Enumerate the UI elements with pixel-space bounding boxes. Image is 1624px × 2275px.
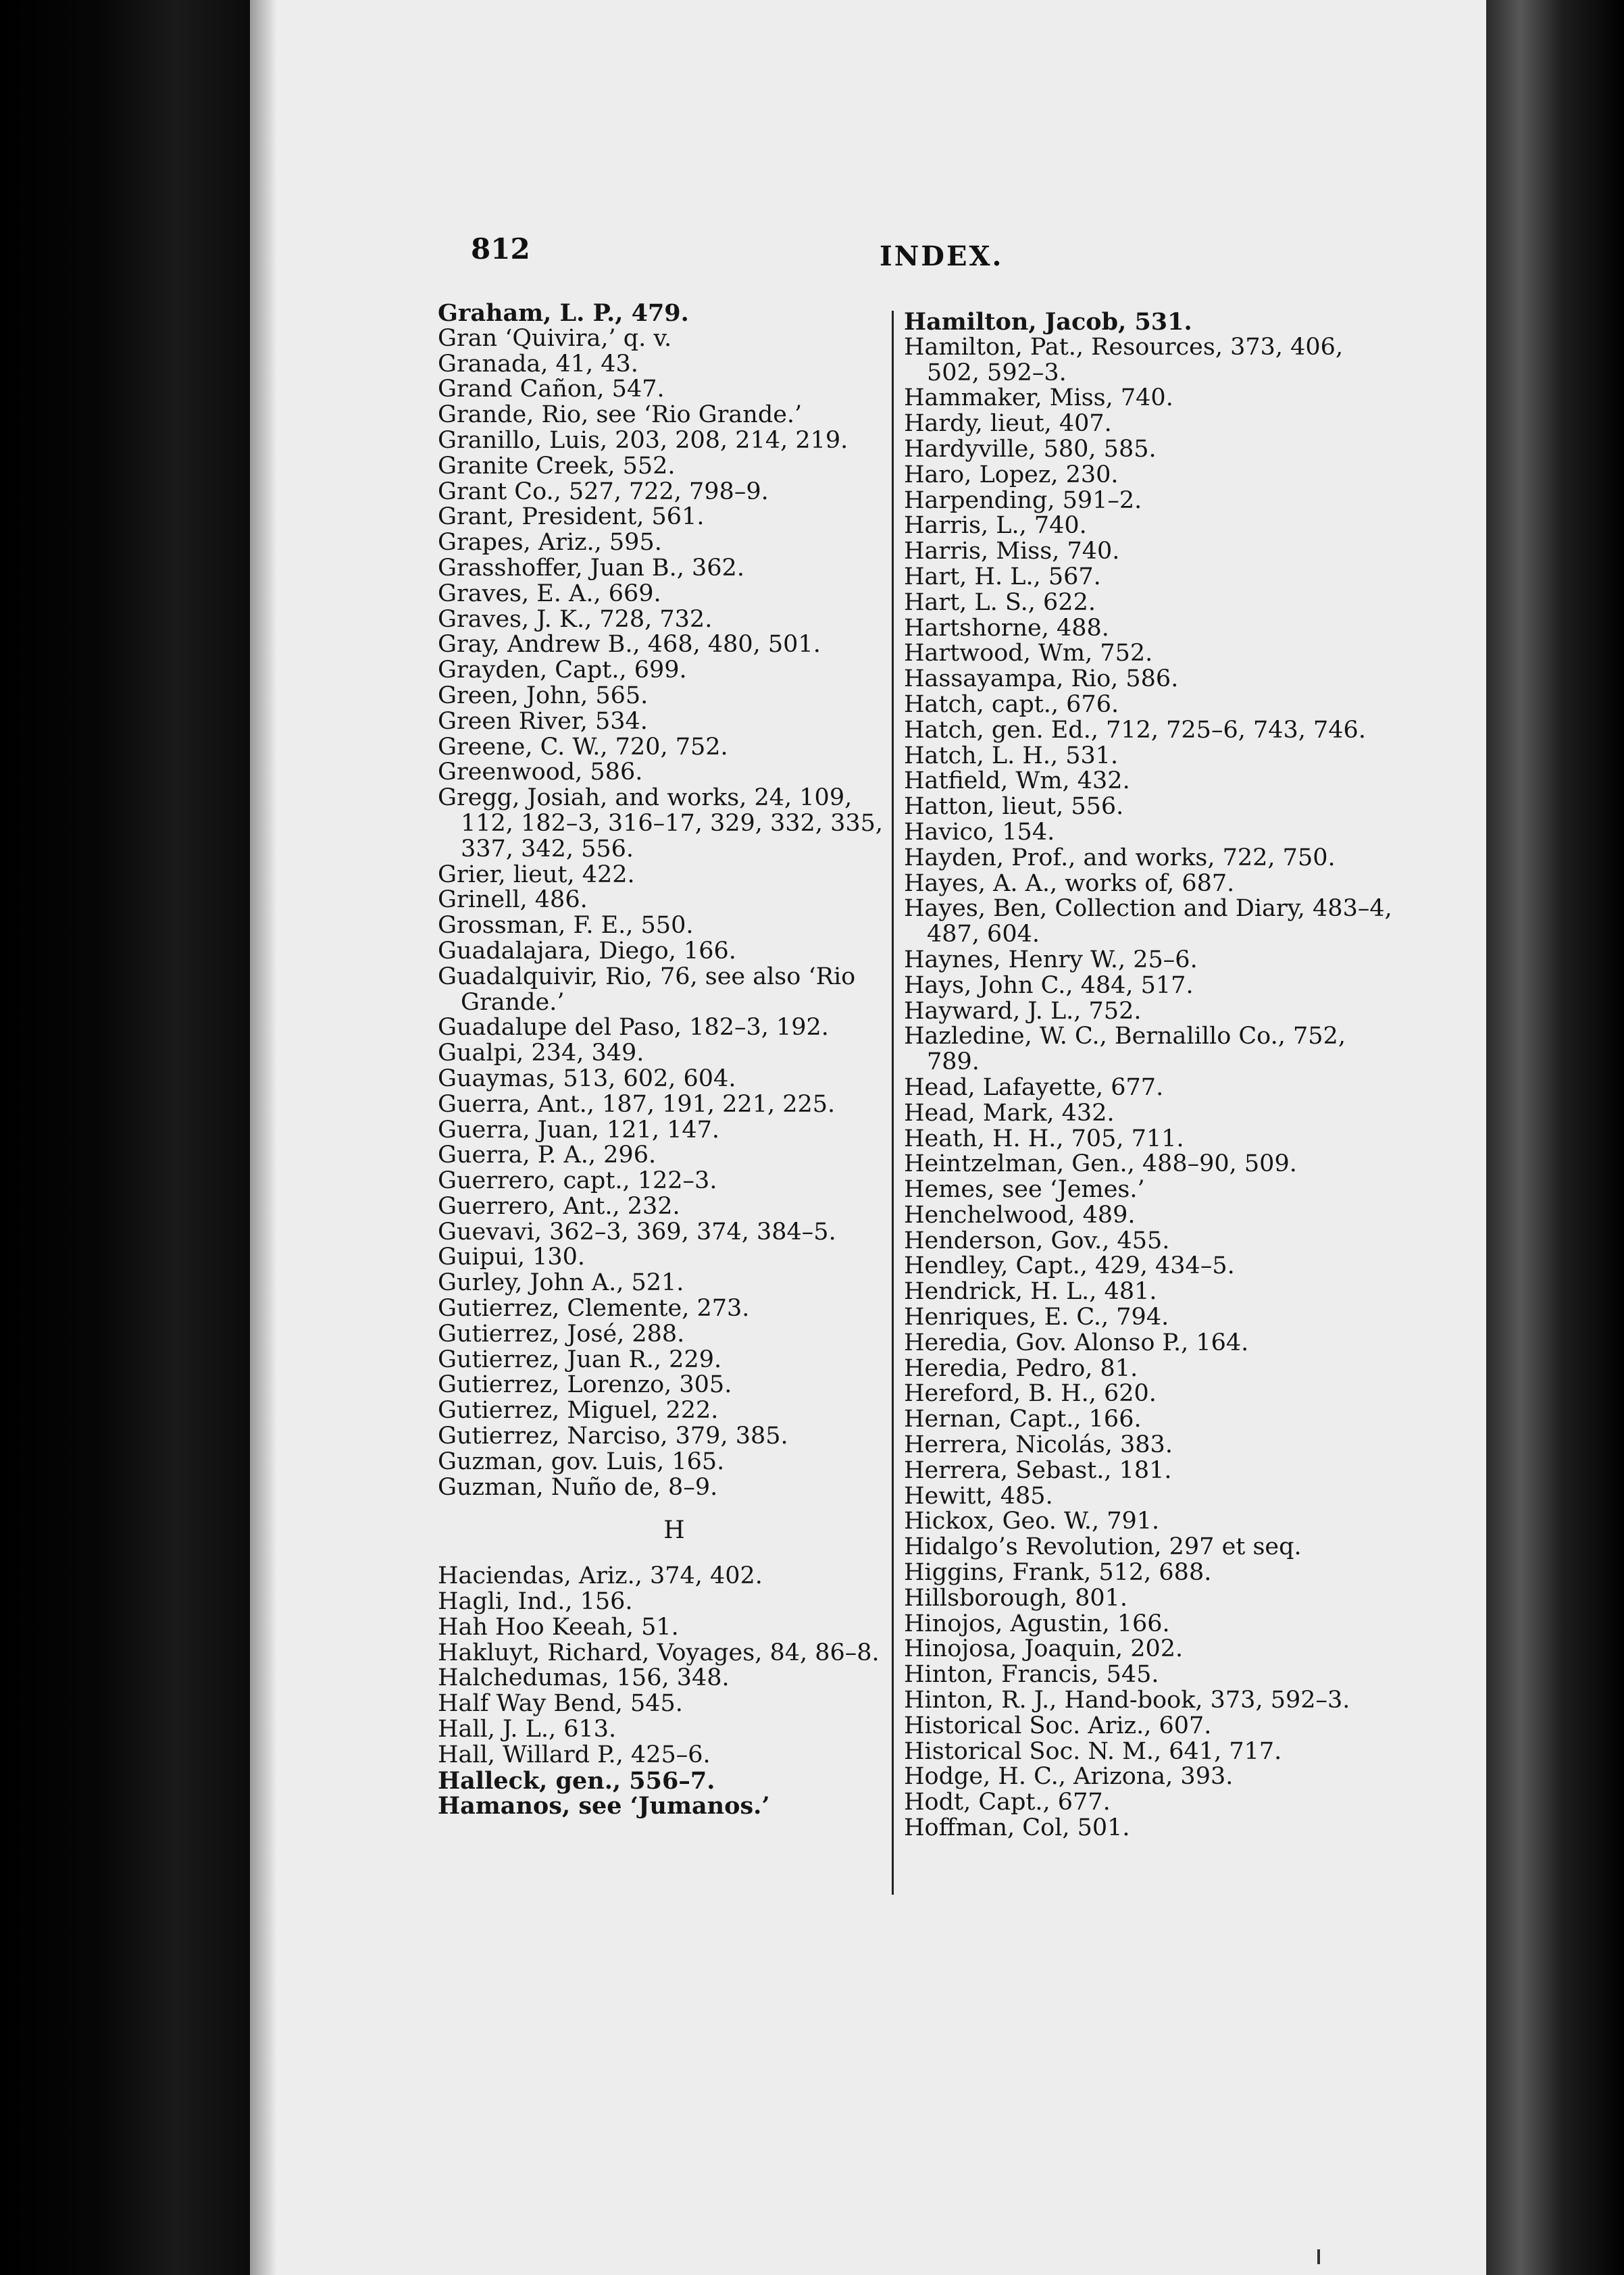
index-entry: Haro, Lopez, 230. (904, 461, 1119, 488)
index-entry: Grayden, Capt., 699. (438, 657, 687, 684)
index-entry: Hayes, Ben, Collection and Diary, 483–4, 487, 604. (904, 895, 1392, 948)
index-entry: Grant, President, 561. (438, 503, 705, 531)
index-entry: Grand Cañon, 547. (438, 376, 665, 403)
index-entry: Gualpi, 234, 349. (438, 1040, 644, 1067)
index-entry: Herrera, Nicolás, 383. (904, 1431, 1173, 1459)
index-entry: Hall, Willard P., 425–6. (438, 1741, 711, 1768)
page-gutter-shadow (250, 0, 277, 2275)
index-entry: Gran ‘Quivira,’ q. v. (438, 324, 672, 352)
index-entry: Hassayampa, Rio, 586. (904, 665, 1179, 693)
index-entry: Gutierrez, Miguel, 222. (438, 1397, 719, 1425)
index-entry: Haciendas, Ariz., 374, 402. (438, 1562, 763, 1590)
index-entry: Grande, Rio, see ‘Rio Grande.’ (438, 401, 803, 429)
index-entry: Historical Soc. Ariz., 607. (904, 1712, 1212, 1739)
index-entry: Greenwood, 586. (438, 759, 643, 786)
index-entry: Gregg, Josiah, and works, 24, 109, 112, 182–3, 316–17, 329, 332, 335, 337, 342, 556. (438, 784, 884, 863)
index-entry: Granillo, Luis, 203, 208, 214, 219. (438, 426, 848, 454)
index-entry: Gutierrez, Lorenzo, 305. (438, 1371, 732, 1399)
index-entry: Green, John, 565. (438, 682, 649, 709)
index-entry: Heath, H. H., 705, 711. (904, 1125, 1184, 1152)
index-entry: Guadalajara, Diego, 166. (438, 937, 736, 965)
index-entry: Hickox, Geo. W., 791. (904, 1508, 1160, 1535)
index-entry: Graves, J. K., 728, 732. (438, 605, 713, 633)
index-entry: Hardy, lieut, 407. (904, 410, 1112, 438)
index-entry: Guerra, P. A., 296. (438, 1142, 657, 1169)
index-entry: Gurley, John A., 521. (438, 1269, 684, 1297)
index-entry: Heredia, Pedro, 81. (904, 1354, 1138, 1382)
index-entry: Hayes, A. A., works of, 687. (904, 869, 1235, 897)
index-entry: Harris, Miss, 740. (904, 538, 1120, 565)
index-entry: Guzman, gov. Luis, 165. (438, 1448, 725, 1475)
index-entry: Heredia, Gov. Alonso P., 164. (904, 1329, 1249, 1356)
index-entry: Hinton, Francis, 545. (904, 1661, 1159, 1689)
index-entry: Greene, C. W., 720, 752. (438, 733, 728, 761)
running-head: INDEX. (880, 240, 1004, 272)
index-entry: Grant Co., 527, 722, 798–9. (438, 478, 769, 505)
index-entry: Grinell, 486. (438, 886, 588, 914)
scan-left-margin (0, 0, 250, 2275)
index-entry: Guzman, Nuño de, 8–9. (438, 1473, 718, 1501)
index-section-h (438, 1564, 911, 1819)
index-entry: Grasshoffer, Juan B., 362. (438, 554, 744, 582)
index-entry: Gutierrez, Juan R., 229. (438, 1346, 722, 1373)
scan-speck (1317, 2249, 1320, 2264)
index-entry: Guaymas, 513, 602, 604. (438, 1065, 736, 1092)
index-entry: Hatch, L. H., 531. (904, 742, 1119, 769)
index-entry: Hartshorne, 488. (904, 614, 1109, 642)
index-entry: Gutierrez, Narciso, 379, 385. (438, 1423, 788, 1450)
index-entry: Guerrero, Ant., 232. (438, 1192, 680, 1220)
index-entry: Hart, H. L., 567. (904, 563, 1101, 590)
index-section-g (438, 301, 911, 1500)
index-entry: Hartwood, Wm, 752. (904, 640, 1153, 667)
index-entry: Hayden, Prof., and works, 722, 750. (904, 844, 1336, 871)
index-column-right (904, 309, 1397, 1841)
index-entry: Halleck, gen., 556–7. (438, 1766, 715, 1795)
page-header (471, 232, 1004, 273)
index-entry: Higgins, Frank, 512, 688. (904, 1559, 1212, 1587)
index-entry: Hodge, H. C., Arizona, 393. (904, 1763, 1234, 1791)
index-entry: Hendrick, H. L., 481. (904, 1278, 1157, 1306)
index-entry: Gutierrez, José, 288. (438, 1320, 685, 1348)
index-entry: Guerra, Juan, 121, 147. (438, 1116, 720, 1144)
index-entry: Hays, John C., 484, 517. (904, 971, 1194, 999)
index-entry: Hakluyt, Richard, Voyages, 84, 86–8. (438, 1639, 880, 1666)
index-entry: Harpending, 591–2. (904, 486, 1142, 514)
index-entry: Guadalupe del Paso, 182–3, 192. (438, 1014, 829, 1042)
column-divider (892, 311, 894, 1895)
index-entry: Guerrero, capt., 122–3. (438, 1167, 717, 1195)
index-entry: Hinojosa, Joaquin, 202. (904, 1635, 1184, 1663)
index-entry: Hagli, Ind., 156. (438, 1588, 633, 1616)
index-entry: Hamanos, see ‘Jumanos.’ (438, 1792, 770, 1820)
index-entry: Hazledine, W. C., Bernalillo Co., 752, 789. (904, 1023, 1346, 1076)
section-letter-h: H (663, 1516, 685, 1545)
index-entry: Henderson, Gov., 455. (904, 1227, 1170, 1254)
index-entry: Hewitt, 485. (904, 1482, 1053, 1510)
index-entry: Head, Mark, 432. (904, 1099, 1115, 1127)
index-entry: Granada, 41, 43. (438, 350, 638, 378)
page-number: 812 (471, 232, 530, 265)
index-entry: Hinojos, Agustin, 166. (904, 1610, 1170, 1637)
index-entry: Harris, L., 740. (904, 512, 1087, 540)
index-entry: Henriques, E. C., 794. (904, 1304, 1169, 1331)
index-entry: Hammaker, Miss, 740. (904, 384, 1173, 412)
index-entry: Hodt, Capt., 677. (904, 1789, 1111, 1816)
index-entry: Hardyville, 580, 585. (904, 435, 1157, 463)
index-entry: Hernan, Capt., 166. (904, 1406, 1142, 1433)
index-entry: Heintzelman, Gen., 488–90, 509. (904, 1150, 1297, 1178)
index-entry: Hemes, see ‘Jemes.’ (904, 1176, 1145, 1204)
index-entry: Guadalquivir, Rio, 76, see also ‘Rio Grande.’ (438, 963, 856, 1016)
index-entry: Hamilton, Pat., Resources, 373, 406, 502, 592–3. (904, 333, 1344, 386)
index-entry: Graham, L. P., 479. (438, 299, 689, 327)
index-entry: Hamilton, Jacob, 531. (904, 308, 1192, 336)
index-entry: Grossman, F. E., 550. (438, 912, 694, 940)
index-section-h-continued (904, 309, 1397, 1841)
index-entry: Half Way Bend, 545. (438, 1690, 683, 1718)
index-entry: Haynes, Henry W., 25–6. (904, 946, 1198, 973)
index-entry: Historical Soc. N. M., 641, 717. (904, 1737, 1282, 1765)
index-entry: Herrera, Sebast., 181. (904, 1456, 1172, 1484)
index-entry: Head, Lafayette, 677. (904, 1073, 1164, 1101)
index-column-left (438, 301, 911, 1819)
index-entry: Gutierrez, Clemente, 273. (438, 1295, 750, 1323)
index-entry: Granite Creek, 552. (438, 452, 676, 480)
index-entry: Hereford, B. H., 620. (904, 1380, 1157, 1408)
index-entry: Hidalgo’s Revolution, 297 et seq. (904, 1533, 1302, 1561)
index-entry: Guevavi, 362–3, 369, 374, 384–5. (438, 1218, 836, 1246)
index-entry: Hatch, gen. Ed., 712, 725–6, 743, 746. (904, 716, 1366, 744)
index-entry: Grier, lieut, 422. (438, 861, 635, 888)
index-entry: Guipui, 130. (438, 1244, 586, 1271)
index-entry: Hatch, capt., 676. (904, 690, 1119, 718)
index-entry: Hah Hoo Keeah, 51. (438, 1613, 679, 1641)
index-entry: Hart, L. S., 622. (904, 588, 1096, 616)
index-entry: Hoffman, Col, 501. (904, 1814, 1130, 1842)
index-entry: Havico, 154. (904, 818, 1055, 846)
index-entry: Grapes, Ariz., 595. (438, 529, 662, 557)
index-entry: Hatton, lieut, 556. (904, 793, 1124, 821)
index-entry: Hall, J. L., 613. (438, 1716, 617, 1743)
index-entry: Gray, Andrew B., 468, 480, 501. (438, 631, 821, 659)
index-entry: Hayward, J. L., 752. (904, 997, 1142, 1025)
index-entry: Hendley, Capt., 429, 434–5. (904, 1252, 1235, 1280)
index-entry: Guerra, Ant., 187, 191, 221, 225. (438, 1090, 836, 1118)
scan-right-edge (1486, 0, 1624, 2275)
index-entry: Henchelwood, 489. (904, 1201, 1136, 1229)
index-entry: Halchedumas, 156, 348. (438, 1664, 730, 1692)
index-entry: Hatfield, Wm, 432. (904, 767, 1130, 795)
index-entry: Green River, 534. (438, 707, 648, 735)
index-entry: Hillsborough, 801. (904, 1584, 1128, 1612)
index-entry: Graves, E. A., 669. (438, 580, 661, 607)
index-entry: Hinton, R. J., Hand-book, 373, 592–3. (904, 1687, 1350, 1714)
